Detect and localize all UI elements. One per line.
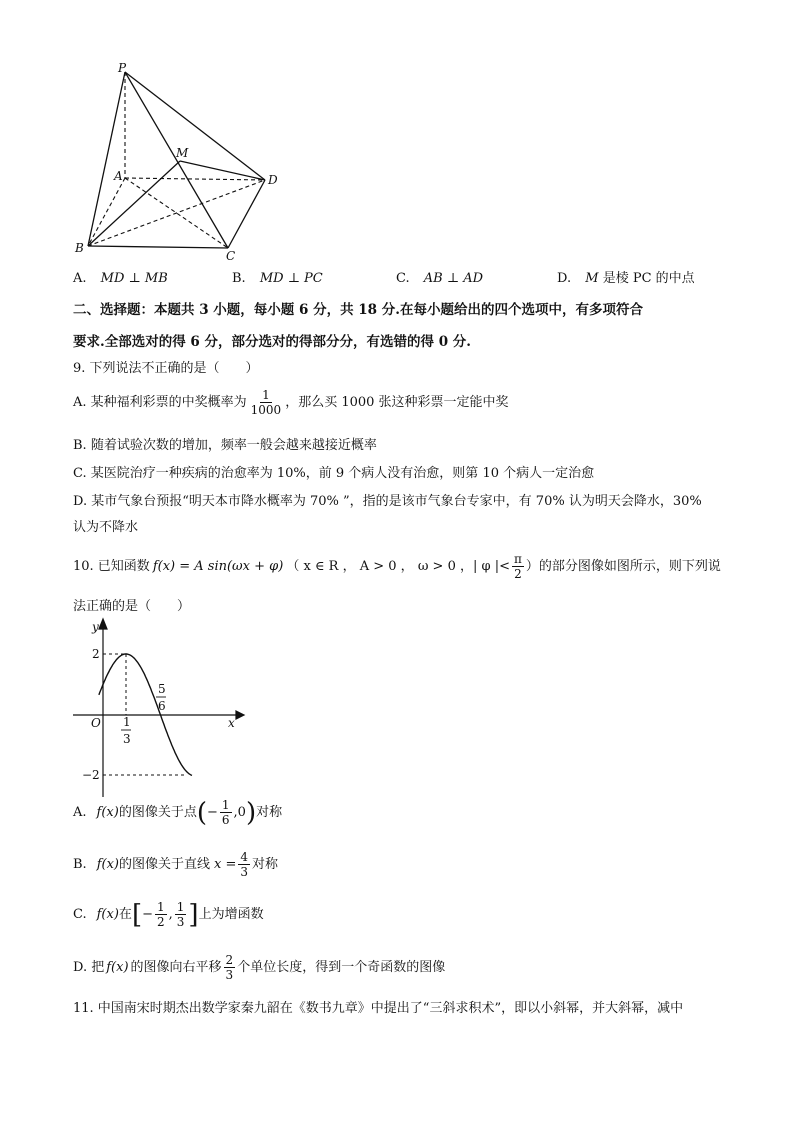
function-name: f(x) xyxy=(96,906,119,922)
option-text: 个单位长度，得到一个奇函数的图像 xyxy=(237,959,446,975)
origin-label: O xyxy=(91,716,101,730)
section2-line1: 二、选择题：本题共 3 小题，每小题 6 分，共 18 分.在每小题给出的四个选项中，有多项符合 xyxy=(73,302,643,318)
option-letter: A. xyxy=(73,804,87,820)
option-text: D. 把 xyxy=(73,959,105,975)
fraction: $\frac{1}{2}$ xyxy=(157,900,165,929)
equation: x = xyxy=(214,856,237,872)
q10-option-d xyxy=(73,953,445,982)
function-name: f(x) xyxy=(96,804,119,820)
option-text: AB ⊥ AD xyxy=(423,271,484,286)
option-text: 的图像向右平移 xyxy=(130,959,222,975)
label-A: A xyxy=(114,169,123,183)
option-text: 是棱 PC 的中点 xyxy=(602,271,695,286)
function-name: f(x) xyxy=(96,856,119,872)
y-min-tick-label: −2 xyxy=(82,768,100,782)
fraction: $\frac{1}{6}$ xyxy=(221,798,230,827)
option-text: 上为增函数 xyxy=(198,906,264,922)
stem-text: 10. 已知函数 xyxy=(73,558,150,574)
q10-option-b xyxy=(73,850,278,879)
stem-text: ）的部分图像如图所示，则下列说 xyxy=(525,558,721,574)
option-text: 的图像关于直线 xyxy=(118,856,210,872)
section2-line2: 要求.全部选对的得 6 分，部分选对的得部分分，有选错的得 0 分. xyxy=(73,334,471,350)
label-C: C xyxy=(226,249,236,263)
q11-stem: 11. 中国南宋时期杰出数学家秦九韶在《数书九章》中提出了“三斜求积术”，即以小斜幂，并大斜幂，减中 xyxy=(73,1001,684,1016)
option-text: 的图像关于点 xyxy=(118,804,197,820)
pyramid-figure xyxy=(70,60,290,265)
q9-option-b: B. 随着试验次数的增加，频率一般会越来越接近概率 xyxy=(73,438,377,453)
label-D: D xyxy=(268,173,278,187)
y-axis-label: y xyxy=(92,620,99,634)
q9-option-c: C. 某医院治疗一种疾病的治愈率为 10%，前 9 个病人没有治愈，则第 10 个病人一定治愈 xyxy=(73,466,595,481)
option-letter: B. xyxy=(73,856,87,872)
fraction: $\frac{4}{3}$ xyxy=(240,850,248,879)
option-text: ，那么买 1000 张这种彩票一定能中奖 xyxy=(285,394,509,410)
function-name: f(x) xyxy=(106,959,129,975)
y-max-tick-label: 2 xyxy=(92,647,100,661)
option-text-italic: M xyxy=(585,271,599,286)
x-tick-1-den: 3 xyxy=(123,732,131,746)
q10-stem-line2: 法正确的是（ ） xyxy=(73,599,191,614)
option-letter: B. xyxy=(232,271,246,286)
x-axis-label: x xyxy=(228,716,235,730)
q10-option-a: A. f(x) 的图像关于点 ( − $\frac{1}{6}$ ,0 ) 对称 xyxy=(73,797,283,828)
q8-option-b xyxy=(232,270,323,288)
function-expression: f(x) = A sin(ωx + φ) xyxy=(152,558,284,574)
q8-option-c xyxy=(396,270,483,288)
sine-graph xyxy=(68,615,248,800)
x-tick-2-num: 5 xyxy=(158,682,166,696)
q9-option-d-line1: D. 某市气象台预报“明天本市降水概率为 70% ”，指的是该市气象台专家中，有 70% 认为明天会降水，30% xyxy=(73,494,702,509)
option-text: A. 某种福利彩票的中奖概率为 xyxy=(73,394,247,410)
x-tick-1-num: 1 xyxy=(123,715,131,729)
q10-stem xyxy=(73,552,721,581)
option-text: 对称 xyxy=(256,804,283,820)
option-letter: A. xyxy=(73,271,87,286)
q9-option-a xyxy=(73,388,509,417)
option-text: 对称 xyxy=(252,856,279,872)
fraction: $\frac{1}{3}$ xyxy=(176,900,185,929)
q8-option-a xyxy=(73,270,168,288)
option-letter: C. xyxy=(396,271,410,286)
x-tick-2-den: 6 xyxy=(158,699,166,713)
option-letter: C. xyxy=(73,906,87,922)
option-letter: D. xyxy=(557,271,572,286)
q9-option-d-line2: 认为不降水 xyxy=(73,520,139,535)
option-text: 在 xyxy=(118,906,132,922)
fraction: $\frac{2}{3}$ xyxy=(225,953,234,982)
fraction: $\frac{\pi}{2}$ xyxy=(514,552,522,581)
label-P: P xyxy=(118,61,127,75)
fraction: $\frac{1}{1000}$ xyxy=(250,388,282,417)
q8-option-d xyxy=(557,270,695,288)
option-text: MD ⊥ PC xyxy=(259,271,323,286)
option-text: MD ⊥ MB xyxy=(100,271,168,286)
label-M: M xyxy=(176,146,189,160)
label-B: B xyxy=(75,241,84,255)
q9-stem: 9. 下列说法不正确的是（ ） xyxy=(73,361,259,376)
q10-option-c: C. f(x) 在 [ − $\frac{1}{2}$ , $\frac{1}{3}$ ] 上为增函数 xyxy=(73,899,264,930)
stem-condition: （ x ∈ R ， A > 0 ， ω > 0 ，| φ |< xyxy=(286,558,510,574)
